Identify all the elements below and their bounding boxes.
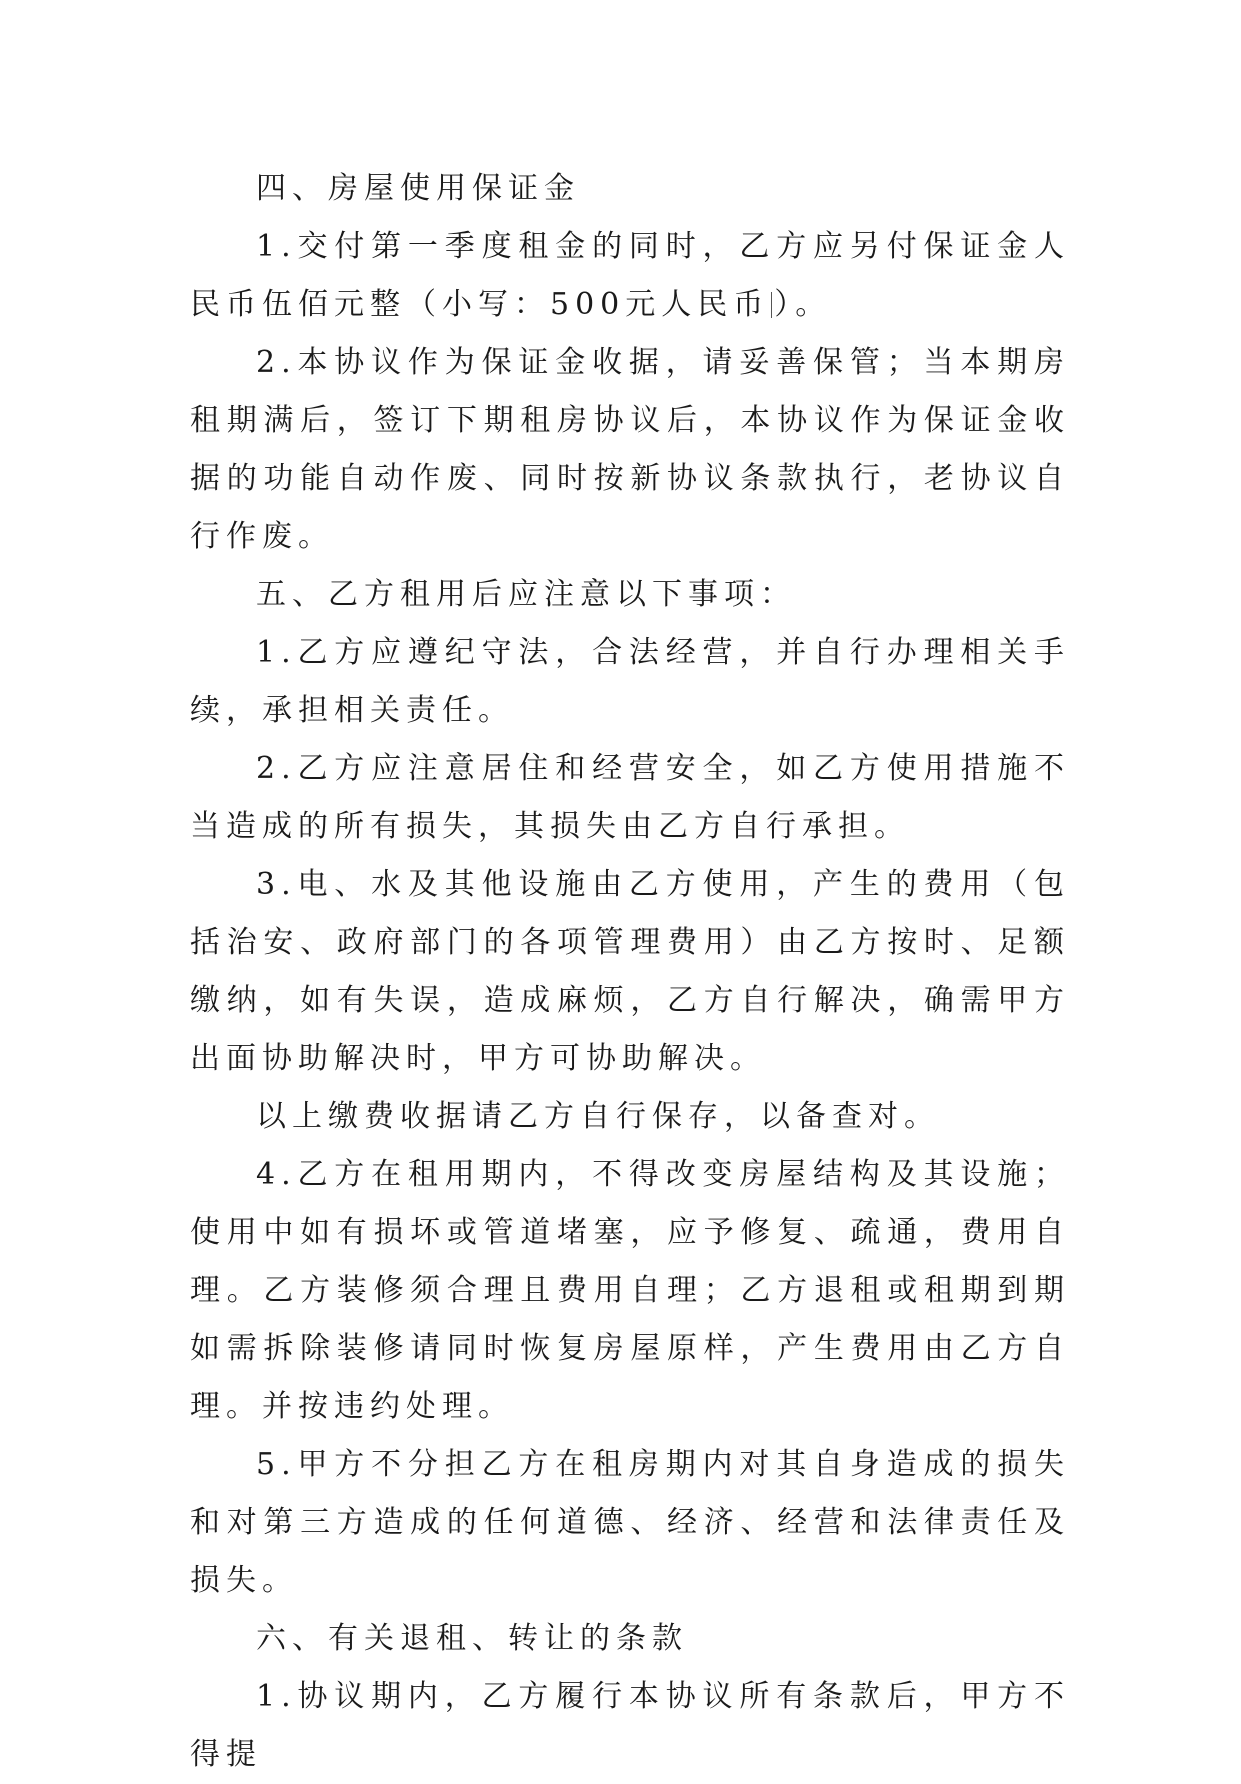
section-4-heading: 四、房屋使用保证金 — [256, 171, 580, 206]
section-4-item-1-text: 1.交付第一季度租金的同时，乙方应另付保证金人民币伍佰元整（小写：500元人民币 — [190, 229, 1070, 322]
section-4-item-1-text-end: ）。 — [774, 287, 832, 322]
text-cursor — [771, 292, 772, 318]
section-6-item-1: 1.协议期内，乙方履行本协议所有条款后，甲方不得提 — [190, 1679, 1070, 1772]
section-5-item-4: 4.乙方在租用期内，不得改变房屋结构及其设施；使用中如有损坏或管道堵塞，应予修复、疏通，费用自理。乙方装修须合理且费用自理；乙方退租或租期到期如需拆除装修请同时恢复房屋原样，产生费用由乙方自理。并按违约处理。 — [190, 1157, 1070, 1424]
section-5-item-1: 1.乙方应遵纪守法，合法经营，并自行办理相关手续，承担相关责任。 — [190, 635, 1070, 728]
section-5-item-3: 3.电、水及其他设施由乙方使用，产生的费用（包括治安、政府部门的各项管理费用）由乙方按时、足额缴纳，如有失误，造成麻烦，乙方自行解决，确需甲方出面协助解决时，甲方可协助解决。 — [190, 867, 1070, 1076]
document-body — [190, 160, 1070, 1784]
section-5-note: 以上缴费收据请乙方自行保存，以备查对。 — [256, 1099, 940, 1134]
section-5-item-5: 5.甲方不分担乙方在租房期内对其自身造成的损失和对第三方造成的任何道德、经济、经营和法律责任及损失。 — [190, 1447, 1070, 1598]
section-5-item-2: 2.乙方应注意居住和经营安全，如乙方使用措施不当造成的所有损失，其损失由乙方自行承担。 — [190, 751, 1070, 844]
section-5-heading: 五、乙方租用后应注意以下事项： — [256, 577, 796, 612]
section-6-heading: 六、有关退租、转让的条款 — [256, 1621, 688, 1656]
section-4-item-1 — [190, 218, 1070, 334]
section-4-item-2: 2.本协议作为保证金收据，请妥善保管；当本期房租期满后，签订下期租房协议后，本协议作为保证金收据的功能自动作废、同时按新协议条款执行，老协议自行作废。 — [190, 345, 1070, 554]
